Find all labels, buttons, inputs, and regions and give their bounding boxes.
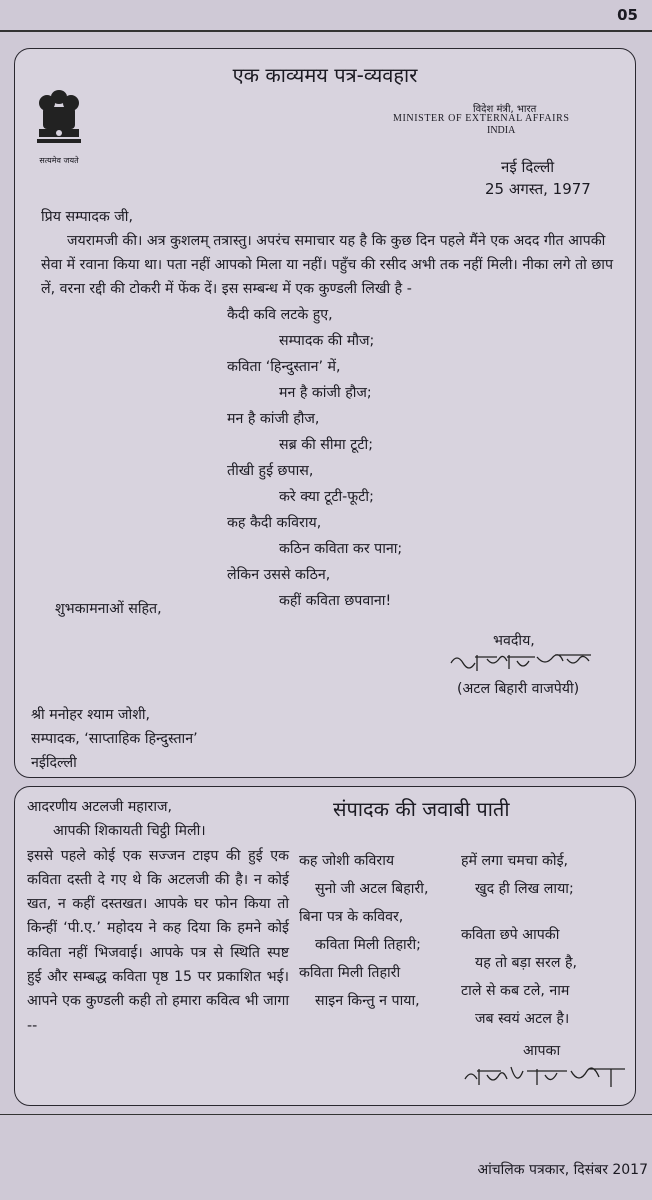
recipient-line: श्री मनोहर श्याम जोशी, <box>31 707 151 723</box>
reply-poem-line: टाले से कब टले, नाम <box>461 983 570 999</box>
poem-line: मन है कांजी हौज, <box>227 411 320 427</box>
reply-letter-text <box>27 795 289 1038</box>
emblem-motto: सत्यमेव जयते <box>39 156 79 165</box>
reply-poem-line: सुनो जी अटल बिहारी, <box>315 881 429 897</box>
reply-poem-line: यह तो बड़ा सरल है, <box>475 955 577 971</box>
poem-line: मन है कांजी हौज; <box>279 385 372 401</box>
poem-line: करे क्या टूटी-फूटी; <box>279 489 374 505</box>
reply-poem-line: हमें लगा चमचा कोई, <box>461 853 569 869</box>
header-rule <box>0 30 652 32</box>
reply-poem-line: कविता छपे आपकी <box>461 927 560 943</box>
letter-heading: एक काव्यमय पत्र-व्यवहार <box>232 63 418 87</box>
poem-line: तीखी हुई छपास, <box>227 463 314 479</box>
letter-box <box>14 48 636 778</box>
recipient-line: नईदिल्ली <box>31 755 77 771</box>
poem-line: कह कैदी कविराय, <box>227 515 322 531</box>
ministry-hindi: विदेश मंत्री, भारत <box>473 104 537 115</box>
reply-poem-line: बिना पत्र के कविवर, <box>299 909 404 925</box>
reply-closing: आपका <box>523 1043 561 1059</box>
reply-box <box>14 786 636 1106</box>
poem-line: कठिन कविता कर पाना; <box>279 541 403 557</box>
vajpayee-signature <box>447 649 597 675</box>
reply-title: संपादक की जवाबी पाती <box>333 797 510 821</box>
ashoka-emblem-icon <box>33 87 85 161</box>
wishes-line: शुभकामनाओं सहित, <box>55 601 162 617</box>
poem-line: सम्पादक की मौज; <box>279 333 375 349</box>
reply-poem-line: कविता मिली तिहारी <box>299 965 401 981</box>
footer-rule <box>0 1114 652 1115</box>
reply-poem-line: साइन किन्तु न पाया, <box>315 993 420 1009</box>
footer-text: आंचलिक पत्रकार, दिसंबर 2017 <box>477 1162 648 1178</box>
reply-poem-line: कह जोशी कविराय <box>299 853 395 869</box>
poem-line: लेकिन उससे कठिन, <box>227 567 331 583</box>
reply-body: इससे पहले कोई एक सज्जन टाइप की हुई एक कविता दस्ती दे गए थे कि अटलजी की है। न कोई खत, न कहीं दस्तखत। आपके घर फोन किया तो किन्हीं ‘पी.ए.’ महोदय ने कह दिया कि हमने कोई कविता नहीं भिजवाई। आपके पत्र से स्थिति स्पष्ट हुई और सम्बद्ध कविता पृष्ठ 15 पर प्रकाशित भई। आपने एक कुण्डली कही तो हमारा कवित्व भी जागा -- <box>27 847 289 1034</box>
reply-first-line: आपकी शिकायती चिट्ठी मिली। <box>53 823 206 840</box>
yours-line: भवदीय, <box>493 633 535 649</box>
poem-line: कहीं कविता छपवाना! <box>279 593 392 609</box>
joshi-signature <box>461 1063 631 1091</box>
salutation: प्रिय सम्पादक जी, <box>41 209 133 225</box>
sender-name: (अटल बिहारी वाजपेयी) <box>457 681 580 697</box>
recipient-line: सम्पादक, ‘साप्ताहिक हिन्दुस्तान’ <box>31 731 198 747</box>
poem-line: कैदी कवि लटके हुए, <box>227 307 333 323</box>
poem-line: कविता ‘हिन्दुस्तान’ में, <box>227 359 341 375</box>
ministry-country: INDIA <box>487 125 516 136</box>
letter-place: नई दिल्ली <box>501 158 555 176</box>
reply-poem-line: कविता मिली तिहारी; <box>315 937 421 953</box>
letter-date: 25 अगस्त, 1977 <box>485 180 591 198</box>
poem-line: सब्र की सीमा टूटी; <box>279 437 373 453</box>
reply-poem-line: खुद ही लिख लाया; <box>475 881 574 897</box>
reply-greeting: आदरणीय अटलजी महाराज, <box>27 799 173 815</box>
ministry-english: MINISTER OF EXTERNAL AFFAIRS <box>393 113 570 124</box>
page-number: 05 <box>617 6 638 24</box>
letter-paragraph: जयरामजी की। अत्र कुशलम् तत्रास्तु। अपरंच समाचार यह है कि कुछ दिन पहले मैंने एक अदद गीत आपकी सेवा में रवाना किया था। पता नहीं आपको मिला या नहीं। पहुँच की रसीद अभी तक नहीं मिली। नीका लगे तो छाप लें, वरना रद्दी की टोकरी में फेंक दें। इस सम्बन्ध में एक कुण्डली लिखी है - <box>41 233 614 297</box>
reply-poem-line: जब स्वयं अटल है। <box>475 1011 570 1027</box>
